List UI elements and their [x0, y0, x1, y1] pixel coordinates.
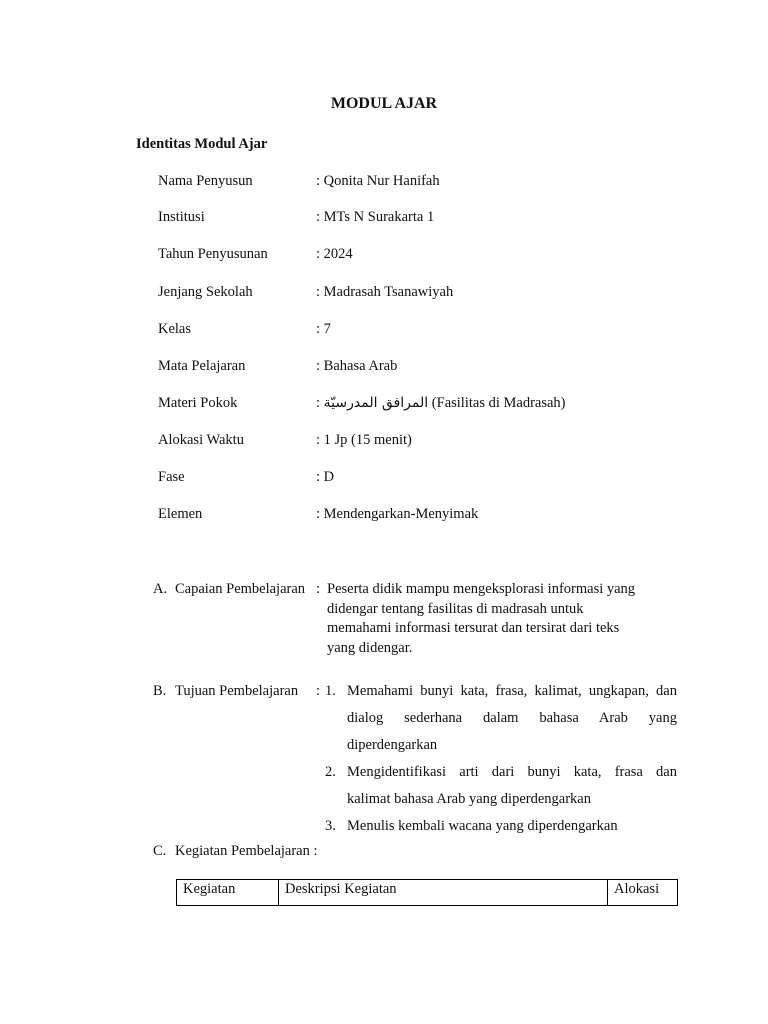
capaian-line: Peserta didik mampu mengeksplorasi informasi yang	[327, 581, 636, 597]
capaian-line: yang didengar.	[327, 639, 413, 656]
identity-row-alokasi-waktu	[158, 431, 718, 451]
section-label: Capaian Pembelajaran	[175, 581, 306, 597]
document-title: MODUL AJAR	[330, 95, 438, 112]
identity-value-prefix: :	[316, 395, 321, 411]
identity-value: : 2024	[316, 246, 353, 262]
tujuan-line: kalimat bahasa Arab yang diperdengarkan	[347, 791, 591, 807]
tujuan-number: 1.	[325, 683, 336, 699]
identity-value-suffix: (Fasilitas di Madrasah)	[431, 395, 566, 411]
section-letter: B.	[153, 683, 167, 699]
capaian-text	[327, 580, 657, 658]
tujuan-number: 3.	[325, 818, 336, 834]
identity-value: : Mendengarkan-Menyimak	[316, 506, 479, 522]
table-header-deskripsi: Deskripsi Kegiatan	[279, 880, 608, 906]
tujuan-line: dialog sederhana dalam bahasa Arab yang	[347, 710, 677, 726]
tujuan-item-2	[325, 759, 678, 813]
section-label: Kegiatan Pembelajaran :	[175, 843, 318, 859]
identity-label: Alokasi Waktu	[158, 432, 244, 448]
identity-label: Tahun Penyusunan	[158, 246, 268, 262]
tujuan-line: Menulis kembali wacana yang diperdengarkan	[347, 818, 618, 834]
identity-row-institusi	[158, 208, 718, 228]
identity-row-materi-pokok	[158, 394, 718, 414]
identity-label: Mata Pelajaran	[158, 358, 246, 374]
identity-label: Kelas	[158, 321, 192, 337]
identity-value: : D	[316, 469, 335, 485]
identity-label: Materi Pokok	[158, 395, 238, 411]
identity-label: Nama Penyusun	[158, 173, 253, 189]
identity-label: Fase	[158, 469, 185, 485]
tujuan-number: 2.	[325, 764, 336, 780]
tujuan-line: Mengidentifikasi arti dari bunyi kata, frasa dan	[347, 764, 677, 780]
section-label: Tujuan Pembelajaran	[175, 683, 299, 699]
section-letter: C.	[153, 843, 167, 859]
identity-row-jenjang-sekolah	[158, 283, 718, 303]
identity-row-mata-pelajaran	[158, 357, 718, 377]
capaian-line: didengar tentang fasilitas di madrasah untuk	[327, 600, 584, 617]
identity-value: : 1 Jp (15 menit)	[316, 432, 412, 448]
section-c-header	[0, 842, 768, 862]
identity-row-nama-penyusun	[158, 172, 718, 192]
identity-row-elemen	[158, 505, 718, 525]
identity-value: : Madrasah Tsanawiyah	[316, 284, 454, 300]
tujuan-item-3	[325, 813, 678, 840]
tujuan-line: diperdengarkan	[347, 737, 438, 753]
identity-label: Elemen	[158, 506, 203, 522]
identity-heading: Identitas Modul Ajar	[136, 136, 268, 152]
capaian-line: memahami informasi tersurat dan tersirat dari teks	[327, 620, 620, 636]
identity-value	[316, 394, 566, 412]
tujuan-item-1	[325, 678, 678, 760]
section-colon: :	[316, 683, 321, 699]
table-header-kegiatan: Kegiatan	[177, 880, 279, 906]
tujuan-line: Memahami bunyi kata, frasa, kalimat, ungkapan, dan	[347, 683, 677, 699]
identity-label: Institusi	[158, 209, 205, 225]
table-header-alokasi: Alokasi	[608, 880, 678, 906]
section-colon: :	[316, 581, 321, 597]
identity-label: Jenjang Sekolah	[158, 284, 253, 300]
identity-value: : Bahasa Arab	[316, 358, 398, 374]
identity-value: : Qonita Nur Hanifah	[316, 173, 440, 189]
identity-value: : MTs N Surakarta 1	[316, 209, 435, 225]
identity-row-kelas	[158, 320, 718, 340]
identity-row-tahun-penyusunan	[158, 245, 718, 265]
identity-row-fase	[158, 468, 718, 488]
kegiatan-table	[176, 879, 678, 906]
arabic-topic: المرافق المدرسيّة	[323, 395, 429, 411]
table-header-row	[177, 880, 678, 906]
identity-value: : 7	[316, 321, 331, 337]
section-letter: A.	[153, 581, 168, 597]
